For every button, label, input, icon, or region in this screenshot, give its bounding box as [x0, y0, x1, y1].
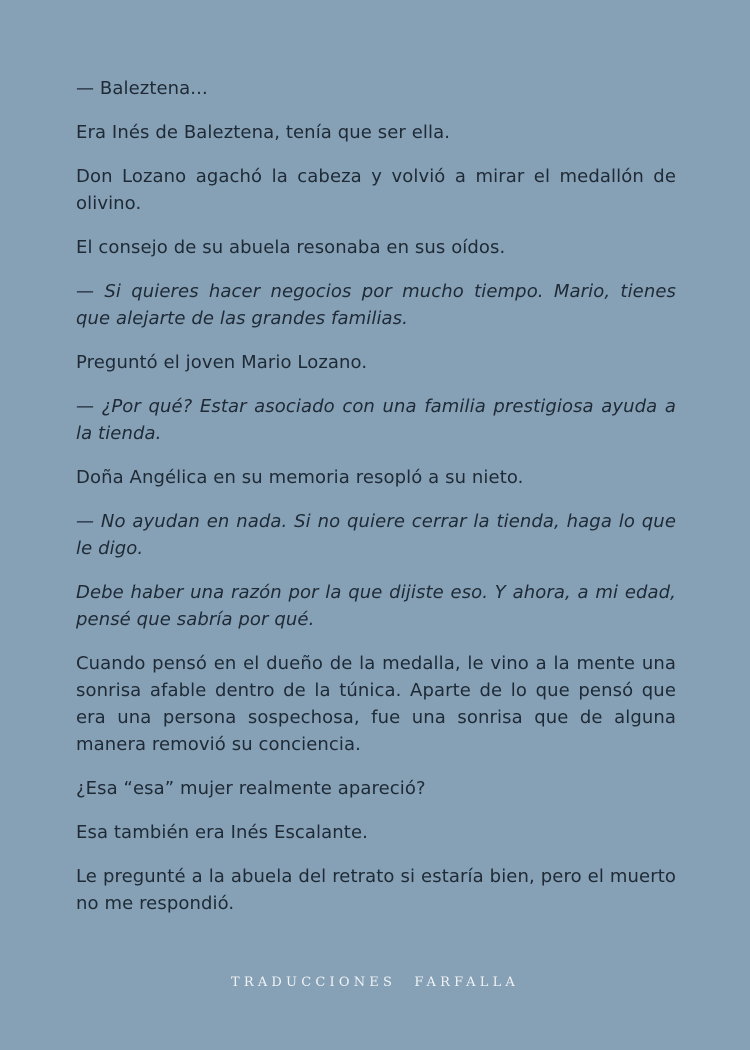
paragraph-9: — No ayudan en nada. Si no quiere cerrar la tienda, haga lo que le digo.	[76, 511, 676, 559]
paragraph-5: — Si quieres hacer negocios por mucho tiempo. Mario, tienes que alejarte de las grandes familias.	[76, 281, 676, 329]
paragraph-1: — Baleztena...	[76, 78, 208, 99]
paragraph-8: Doña Angélica en su memoria resopló a su nieto.	[76, 467, 524, 488]
paragraph-4: El consejo de su abuela resonaba en sus oídos.	[76, 237, 506, 258]
paragraph-10: Debe haber una razón por la que dijiste eso. Y ahora, a mi edad, pensé que sabría por qué.	[76, 582, 676, 630]
paragraph-12: ¿Esa “esa” mujer realmente apareció?	[76, 778, 426, 799]
paragraph-3: Don Lozano agachó la cabeza y volvió a mirar el medallón de olivino.	[76, 166, 676, 214]
page-body-text	[76, 75, 676, 934]
paragraph-6: Preguntó el joven Mario Lozano.	[76, 352, 368, 373]
page-footer-credit: TRADUCCIONES FARFALLA	[230, 975, 519, 990]
paragraph-13: Esa también era Inés Escalante.	[76, 822, 368, 843]
paragraph-11: Cuando pensó en el dueño de la medalla, le vino a la mente una sonrisa afable dentro de la túnica. Aparte de lo que pensó que era una persona sospechosa, fue una sonrisa que de alguna manera removió su conciencia.	[76, 653, 676, 755]
paragraph-7: — ¿Por qué? Estar asociado con una familia prestigiosa ayuda a la tienda.	[76, 396, 676, 444]
paragraph-14: Le pregunté a la abuela del retrato si estaría bien, pero el muerto no me respondió.	[76, 866, 676, 914]
paragraph-2: Era Inés de Baleztena, tenía que ser ella.	[76, 122, 451, 143]
